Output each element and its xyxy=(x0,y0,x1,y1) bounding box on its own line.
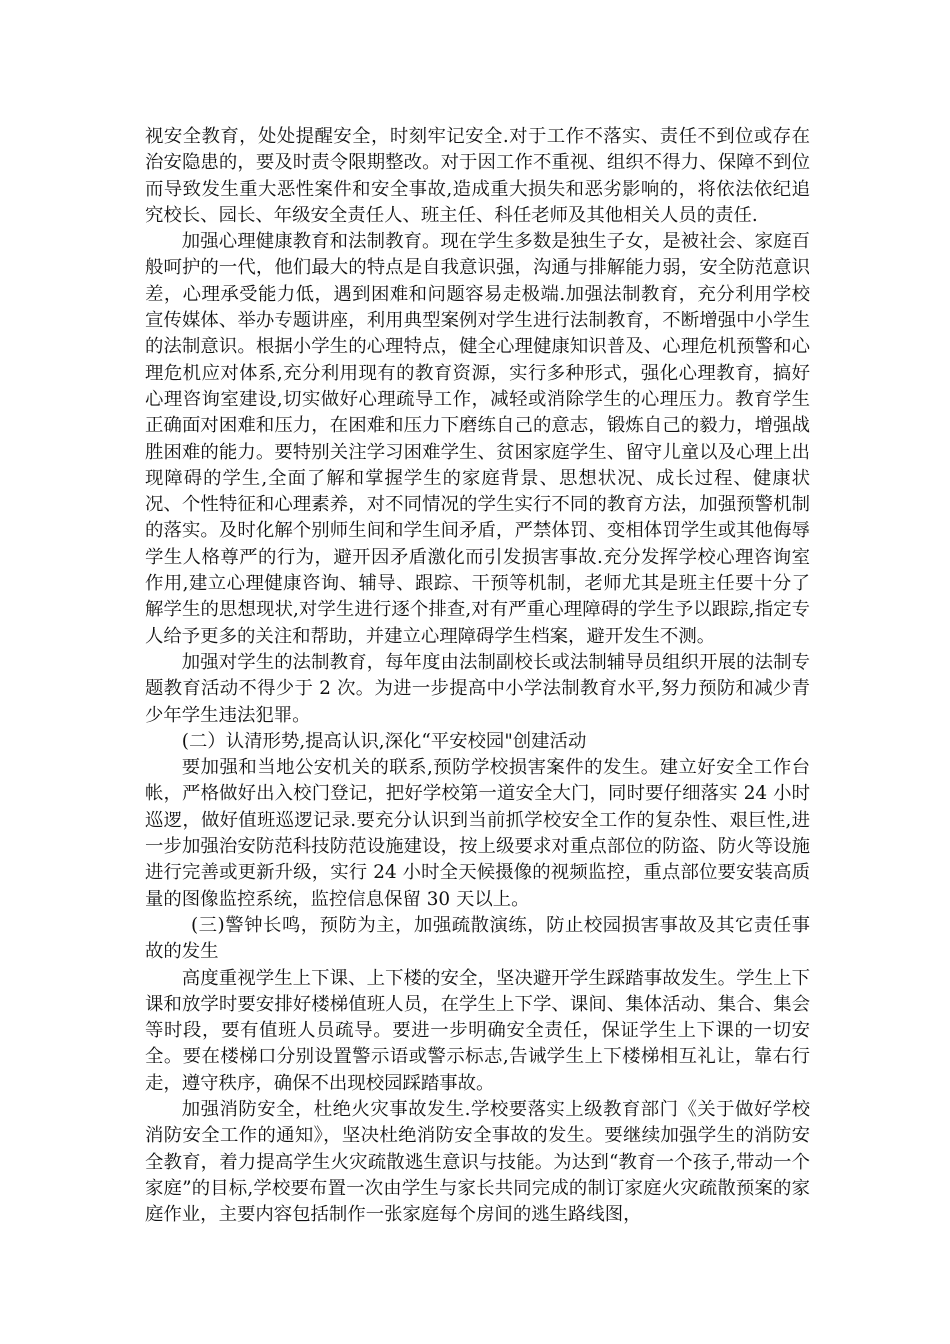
section-heading-evacuation-drills: (三)警钟长鸣，预防为主，加强疏散演练，防止校园损害事故及其它责任事故的发生 xyxy=(145,914,810,963)
paragraph-psychological-legal-education: 加强心理健康教育和法制教育。现在学生多数是独生子女，是被社会、家庭百般呵护的一代，他们最大的特点是自我意识强，沟通与排解能力弱，安全防范意识差，心理承受能力低，遇到困难和问题容易走极端.加强法制教育，充分利用学校宣传媒体、举办专题讲座，利用典型案例对学生进行法制教育，不断增强中小学生的法制意识。根据小学生的心理特点，健全心理健康知识普及、心理危机预警和心理危机应对体系,充分利用现有的教育资源，实行多种形式，强化心理教育，搞好心理咨询室建设,切实做好心理疏导工作，减轻或消除学生的心理压力。教育学生正确面对困难和压力，在困难和压力下磨练自己的意志，锻炼自己的毅力，增强战胜困难的能力。要特别关注学习困难学生、贫困家庭学生、留守儿童以及心理上出现障碍的学生,全面了解和掌握学生的家庭背景、思想状况、成长过程、健康状况、个性特征和心理素养，对不同情况的学生实行不同的教育方法，加强预警机制的落实。及时化解个别师生间和学生间矛盾，严禁体罚、变相体罚学生或其他侮辱学生人格尊严的行为，避开因矛盾激化而引发损害事故.充分发挥学校心理咨询室作用,建立心理健康咨询、辅导、跟踪、干预等机制，老师尤其是班主任要十分了解学生的思想现状,对学生进行逐个排查,对有严重心理障碍的学生予以跟踪,指定专人给予更多的关注和帮助，并建立心理障碍学生档案，避开发生不测。 xyxy=(145,231,810,647)
paragraph-police-cooperation: 要加强和当地公安机关的联系,预防学校损害案件的发生。建立好安全工作台帐，严格做好出入校门登记，把好学校第一道安全大门，同时要仔细落实 24 小时巡逻，做好值班巡逻记录.要充分认识到当前抓学校安全工作的复杂性、艰巨性,进一步加强治安防范科技防范设施建设，按上级要求对重点部位的防盗、防火等设施进行完善或更新升级，实行 24 小时全天候摄像的视频监控，重点部位要安装高质量的图像监控系统，监控信息保留 30 天以上。 xyxy=(145,757,810,910)
paragraph-legal-education-activities: 加强对学生的法制教育，每年度由法制副校长或法制辅导员组织开展的法制专题教育活动不得少于 2 次。为进一步提高中小学法制教育水平,努力预防和减少青少年学生违法犯罪。 xyxy=(145,651,810,726)
paragraph-safety-accountability: 视安全教育，处处提醒安全，时刻牢记安全.对于工作不落实、责任不到位或存在治安隐患的，要及时责令限期整改。对于因工作不重视、组织不得力、保障不到位而导致发生重大恶性案件和安全事故,造成重大损失和恶劣影响的，将依法依纪追究校长、园长、年级安全责任人、班主任、科任老师及其他相关人员的责任. xyxy=(145,126,810,226)
paragraph-stair-safety: 高度重视学生上下课、上下楼的安全，坚决避开学生踩踏事故发生。学生上下课和放学时要安排好楼梯值班人员，在学生上下学、课间、集体活动、集合、集会等时段，要有值班人员疏导。要进一步明确安全责任，保证学生上下课的一切安全。要在楼梯口分别设置警示语或警示标志,告诫学生上下楼梯相互礼让，靠右行走，遵守秩序，确保不出现校园踩踏事故。 xyxy=(145,967,810,1094)
paragraph-fire-safety: 加强消防安全，杜绝火灾事故发生.学校要落实上级教育部门《关于做好学校消防安全工作的通知》，坚决杜绝消防安全事故的发生。要继续加强学生的消防安全教育，着力提高学生火灾疏散逃生意识与技能。为达到“教育一个孩子,带动一个家庭”的目标,学校要布置一次由学生与家长共同完成的制订家庭火灾疏散预案的家庭作业，主要内容包括制作一张家庭每个房间的逃生路线图， xyxy=(145,1098,810,1226)
document-page xyxy=(145,124,810,1228)
section-heading-safe-campus: (二）认清形势,提高认识,深化“平安校园"创建活动 xyxy=(181,730,587,752)
